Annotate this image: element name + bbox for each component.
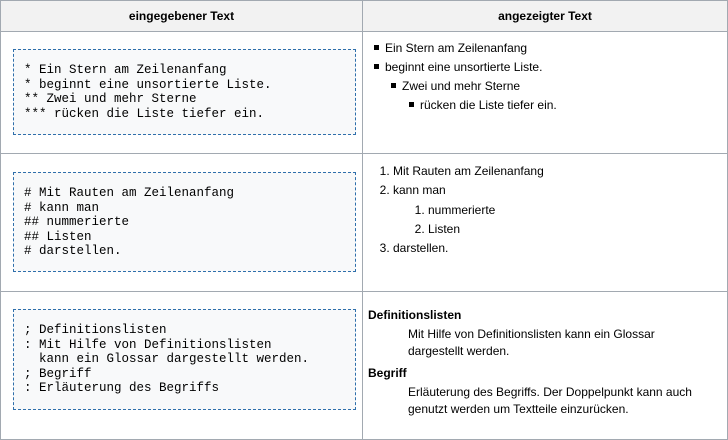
definition-description: Erläuterung des Begriffs. Der Doppelpunkt kann auch genutzt werden um Textteile einzurücken.	[408, 385, 692, 416]
row-divider	[1, 153, 727, 154]
list-item	[421, 96, 727, 114]
list-item-text: darstellen.	[393, 241, 449, 255]
list-item-text: Ein Stern am Zeilenanfang	[385, 41, 528, 55]
row-divider	[1, 291, 727, 292]
list-item-text: Listen	[428, 222, 461, 236]
definition-term: Begriff	[368, 366, 407, 380]
list-item-text: nummerierte	[428, 203, 496, 217]
header-input-text: eingegebener Text	[1, 1, 362, 31]
list-item	[428, 220, 727, 238]
code-example-definition-list	[13, 309, 356, 410]
code-line: ; Definitionslisten	[24, 323, 167, 337]
code-line: # kann man	[24, 200, 100, 215]
rendered-unordered-list	[363, 39, 727, 115]
code-line: ## nummerierte	[24, 215, 130, 229]
code-line: * Ein Stern am Zeilenanfang	[24, 63, 227, 77]
code-line: *** rücken die Liste tiefer ein.	[24, 106, 265, 121]
code-line: ** Zwei und mehr Sterne	[24, 92, 197, 106]
list-item-text: beginnt eine unsortierte Liste.	[385, 60, 543, 74]
list-item	[403, 77, 727, 114]
list-item	[386, 58, 727, 114]
code-example-ordered-list	[13, 172, 356, 272]
header-rendered-text: angezeigter Text	[363, 1, 727, 31]
code-line: * beginnt eine unsortierte Liste.	[24, 77, 272, 92]
list-item	[428, 201, 727, 219]
list-item-text: Mit Rauten am Zeilenanfang	[393, 164, 544, 178]
definition-term: Definitionslisten	[368, 308, 462, 322]
code-line: # darstellen.	[24, 244, 122, 258]
code-line: # Mit Rauten am Zeilenanfang	[24, 186, 235, 200]
list-item	[386, 39, 727, 57]
rendered-ordered-list	[363, 162, 727, 258]
list-item-text: Zwei und mehr Sterne	[402, 79, 521, 93]
code-line: ; Begriff	[24, 366, 92, 381]
list-item-text: kann man	[393, 183, 446, 197]
row-divider	[1, 31, 727, 32]
code-line: ## Listen	[24, 229, 92, 244]
code-line: : Mit Hilfe von Definitionslisten	[24, 337, 272, 352]
code-line: kann ein Glossar dargestellt werden.	[24, 352, 310, 366]
definition-description: Mit Hilfe von Definitionslisten kann ein Glossar dargestellt werden.	[408, 327, 655, 358]
list-item	[393, 181, 727, 238]
rendered-definition-list	[363, 306, 727, 422]
list-item	[393, 162, 727, 180]
list-item	[393, 239, 727, 257]
code-line: : Erläuterung des Begriffs	[24, 381, 220, 395]
code-example-unordered-list	[13, 49, 356, 135]
list-item-text: rücken die Liste tiefer ein.	[420, 98, 557, 112]
